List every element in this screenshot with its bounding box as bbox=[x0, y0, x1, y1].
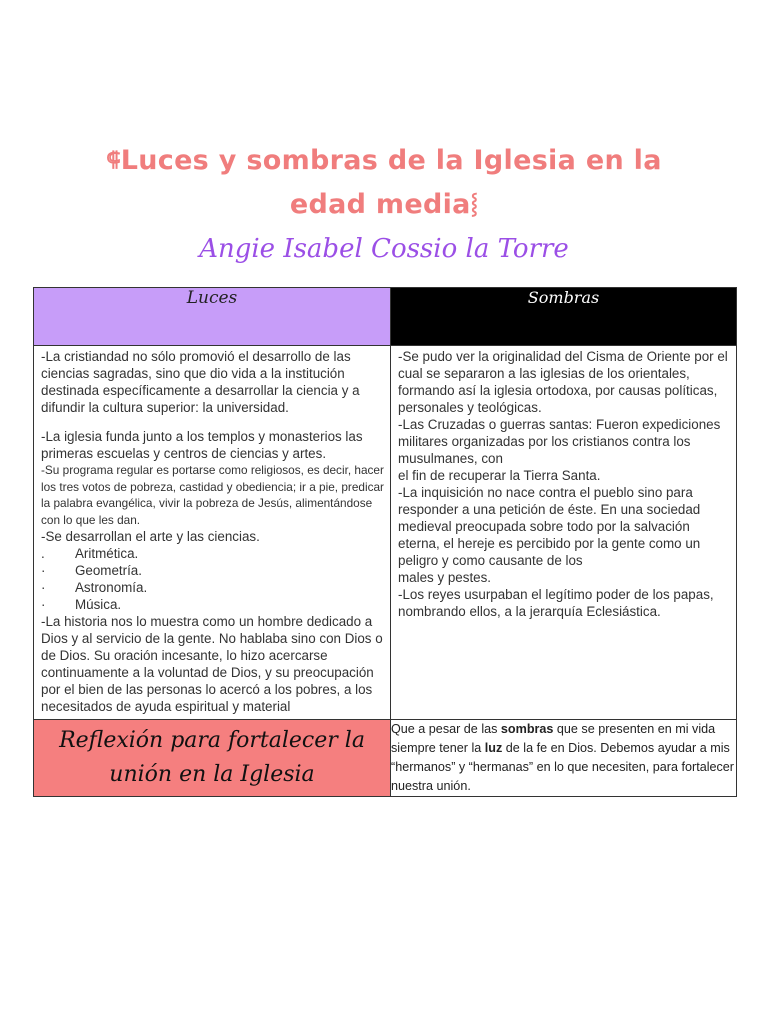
list-item bbox=[41, 579, 385, 596]
luces-paragraph: -La iglesia funda junto a los templos y monasterios las primeras escuelas y centros de ciencias y artes. bbox=[41, 429, 363, 461]
reflexion-text-part: de la fe en Dios. Debemos ayudar a mis “hermanos” y “hermanas” en lo que necesiten, para fortalecer nuestra unión. bbox=[391, 741, 735, 793]
reflexion-text-part: que se presenten en mi vida siempre tener la bbox=[391, 722, 716, 755]
bullet: · bbox=[41, 563, 46, 578]
luces-paragraph: -Se desarrollan el arte y las ciencias. bbox=[41, 529, 260, 544]
bullet: · bbox=[41, 580, 46, 595]
title-line-2: edad media bbox=[289, 189, 471, 220]
ornament-right-icon: ⸾ bbox=[470, 191, 479, 215]
reflexion-bold-sombras: sombras bbox=[500, 722, 554, 736]
list-item-text: Música. bbox=[75, 597, 122, 612]
sombras-paragraph: -Los reyes usurpaban el legítimo poder de los papas, nombrando ellos, a la jerarquía Eclesiástica. bbox=[398, 587, 714, 619]
document-title bbox=[60, 138, 708, 226]
reflexion-text-part: Que a pesar de las bbox=[391, 722, 501, 736]
list-item bbox=[41, 545, 385, 562]
list-item-text: Geometría. bbox=[75, 563, 142, 578]
reflexion-text bbox=[391, 720, 737, 797]
list-item bbox=[41, 562, 385, 579]
luces-cell bbox=[34, 346, 391, 720]
luces-paragraph: -La historia nos lo muestra como un hombre dedicado a Dios y al servicio de la gente. No hablaba sino con Dios o de Dios. Su oración incesante, lo hizo acercarse continuamente a la voluntad de Dios, y su preocupación por el bien de las personas lo acercó a los pobres, a los necesitados de ayuda espiritual y material bbox=[41, 614, 383, 714]
luces-paragraph: -La cristiandad no sólo promovió el desarrollo de las ciencias sagradas, sino que dio vida a la institución destinada específicamente a desarrollar la ciencia y a difundir la cultura superior: la universidad. bbox=[41, 349, 360, 415]
reflexion-title: Reflexión para fortalecer la unión en la Iglesia bbox=[34, 720, 391, 797]
sombras-paragraph: males y pestes. bbox=[398, 570, 492, 585]
header-sombras: Sombras bbox=[391, 288, 737, 346]
title-line-1: Luces y sombras de la Iglesia en la bbox=[120, 145, 662, 176]
author-name: Angie Isabel Cossio la Torre bbox=[199, 234, 569, 264]
list-item bbox=[41, 596, 385, 613]
reflexion-bold-luz: luz bbox=[484, 741, 503, 755]
sombras-paragraph: -Las Cruzadas o guerras santas: Fueron expediciones militares organizadas por los cristianos contra los musulmanes, con bbox=[398, 417, 721, 466]
sombras-paragraph: -La inquisición no nace contra el pueblo sino para responder a una petición de éste. En una sociedad medieval preocupada sobre todo por la salvación eterna, el hereje es percibido por la gente como un peligro y como causante de los bbox=[398, 485, 701, 568]
luces-sombras-table bbox=[33, 287, 737, 797]
ornament-left-icon: ⸿ bbox=[106, 147, 121, 171]
luces-paragraph: -Su programa regular es portarse como religiosos, es decir, hacer los tres votos de pobreza, castidad y obediencia; ir a pie, predicar la palabra evangélica, vivir la pobreza de Jesús, alimentándose con lo que les dan. bbox=[41, 463, 384, 527]
sombras-paragraph: -Se pudo ver la originalidad del Cisma de Oriente por el cual se separaron a las iglesias de los orientales, formando así la iglesia ortodoxa, por causas políticas, personales y teológicas. bbox=[398, 349, 728, 415]
sombras-paragraph: el fin de recuperar la Tierra Santa. bbox=[398, 468, 601, 483]
bullet: . bbox=[41, 546, 45, 561]
list-item-text: Astronomía. bbox=[75, 580, 148, 595]
bullet: · bbox=[41, 597, 46, 612]
sombras-cell bbox=[391, 346, 737, 720]
list-item-text: Aritmética. bbox=[75, 546, 139, 561]
header-luces: Luces bbox=[34, 288, 391, 346]
